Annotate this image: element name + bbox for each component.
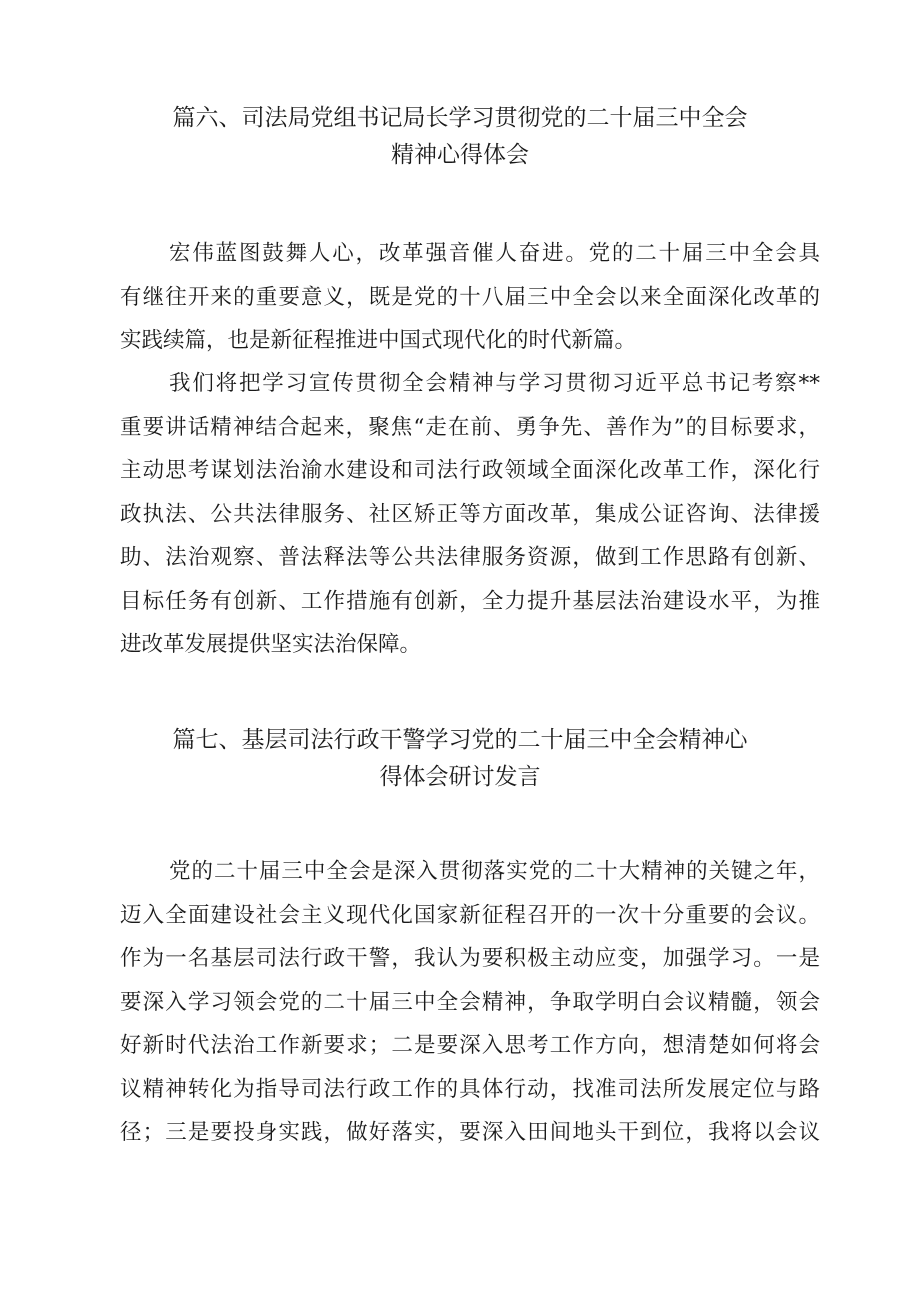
paragraph-line: 好新时代法治工作新要求；二是要深入思考工作方向，想清楚如何将会 xyxy=(120,1033,820,1058)
paragraph-line: 实践续篇，也是新征程推进中国式现代化的时代新篇。 xyxy=(120,328,637,353)
paragraph-line: 我们将把学习宣传贯彻全会精神与学习贯彻习近平总书记考察** xyxy=(169,371,820,396)
paragraph-line: 要深入学习领会党的二十届三中全会精神，争取学明白会议精髓，领会 xyxy=(120,989,820,1015)
section6-title-line-1: 篇六、司法局党组书记局长学习贯彻党的二十届三中全会 xyxy=(172,105,748,131)
section7-title xyxy=(100,722,820,796)
paragraph-line: 有继往开来的重要意义，既是党的十八届三中全会以来全面深化改革的 xyxy=(120,284,820,310)
paragraph-line: 重要讲话精神结合起来，聚焦“走在前、勇争先、善作为”的目标要求， xyxy=(120,414,820,440)
paragraph-line: 径；三是要投身实践，做好落实，要深入田间地头干到位，我将以会议 xyxy=(120,1120,820,1145)
section6-paragraph-1 xyxy=(120,232,820,363)
paragraph-line: 主动思考谋划法治渝水建设和司法行政领域全面深化改革工作，深化行 xyxy=(120,458,820,483)
paragraph-line: 进改革发展提供坚实法治保障。 xyxy=(120,632,422,657)
paragraph-line: 目标任务有创新、工作措施有创新，全力提升基层法治建设水平，为推 xyxy=(120,588,820,614)
paragraph-line: 宏伟蓝图鼓舞人心，改革强音催人奋进。党的二十届三中全会具 xyxy=(169,241,820,266)
section6-title xyxy=(100,100,820,174)
paragraph-line: 政执法、公共法律服务、社区矫正等方面改革，集成公证咨询、法律援 xyxy=(120,501,820,527)
section7-title-line-2: 得体会研讨发言 xyxy=(379,764,541,790)
paragraph-line: 作为一名基层司法行政干警，我认为要积极主动应变，加强学习。一是 xyxy=(120,946,820,971)
paragraph-line: 迈入全面建设社会主义现代化国家新征程召开的一次十分重要的会议。 xyxy=(120,902,820,928)
paragraph-line: 议精神转化为指导司法行政工作的具体行动，找准司法所发展定位与路 xyxy=(120,1076,820,1102)
section7-title-line-1: 篇七、基层司法行政干警学习党的二十届三中全会精神心 xyxy=(172,727,748,753)
paragraph-line: 党的二十届三中全会是深入贯彻落实党的二十大精神的关键之年， xyxy=(169,859,820,884)
section6-title-line-2: 精神心得体会 xyxy=(391,142,529,168)
section6-paragraph-2 xyxy=(120,362,820,667)
paragraph-line: 助、法治观察、普法释法等公共法律服务资源，做到工作思路有创新、 xyxy=(120,545,820,570)
section7-paragraph-1 xyxy=(120,850,820,1155)
